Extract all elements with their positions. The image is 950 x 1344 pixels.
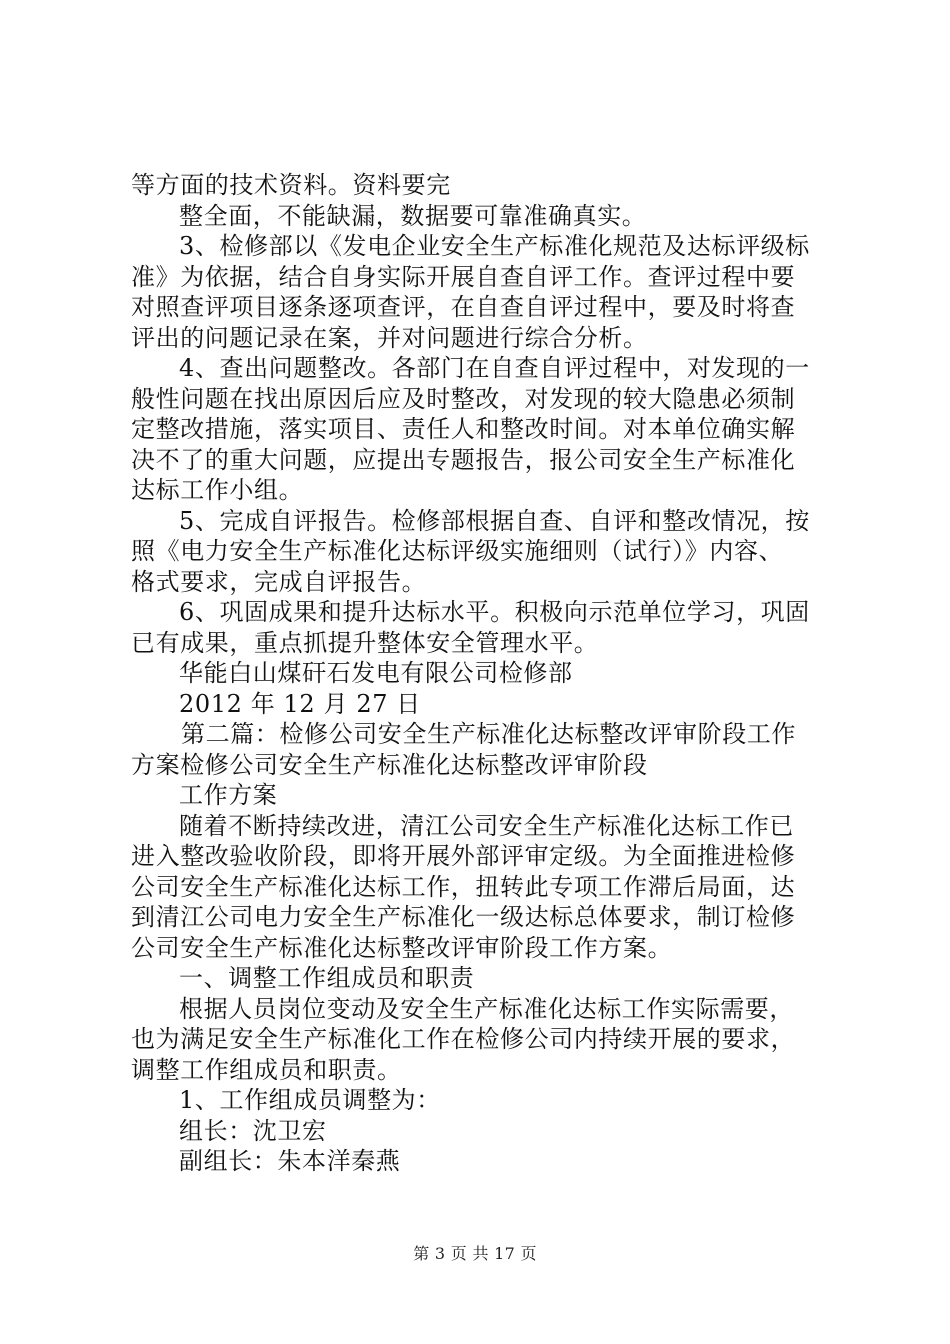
text-line: 副组长：朱本洋秦燕 <box>179 1147 401 1175</box>
text-line: 5、完成自评报告。检修部根据自查、自评和整改情况，按 <box>179 506 810 535</box>
text-line: 一、调整工作组成员和职责 <box>179 964 475 992</box>
text-line: 4、查出问题整改。各部门在自查自评过程中，对发现的一 <box>179 354 810 382</box>
text-line: 6、巩固成果和提升达标水平。积极向示范单位学习，巩固 <box>179 598 810 626</box>
text-line: 也为满足安全生产标准化工作在检修公司内持续开展的要求， <box>131 1025 796 1053</box>
section-heading: 方案检修公司安全生产标准化达标整改评审阶段 <box>131 750 648 779</box>
document-body <box>131 170 831 1177</box>
text-line: 1、工作组成员调整为： <box>179 1086 441 1114</box>
text-line: 公司安全生产标准化达标整改评审阶段工作方案。 <box>131 933 673 962</box>
text-line: 照《电力安全生产标准化达标评级实施细则（试行）》内容、 <box>131 537 784 565</box>
text-line: 评出的问题记录在案，并对问题进行综合分析。 <box>131 323 648 352</box>
text-line: 整全面，不能缺漏，数据要可靠准确真实。 <box>179 201 647 230</box>
page-number-footer: 第 3 页 共 17 页 <box>413 1244 537 1263</box>
text-line: 进入整改验收阶段，即将开展外部评审定级。为全面推进检修 <box>131 842 796 870</box>
text-line: 决不了的重大问题，应提出专题报告，报公司安全生产标准化 <box>131 445 796 474</box>
text-line: 调整工作组成员和职责。 <box>131 1055 402 1084</box>
signature-date: 2012 年 12 月 27 日 <box>179 689 421 718</box>
section-heading: 第二篇：检修公司安全生产标准化达标整改评审阶段工作 <box>181 720 796 748</box>
text-line: 3、检修部以《发电企业安全生产标准化规范及达标评级标 <box>179 232 810 260</box>
text-line: 到清江公司电力安全生产标准化一级达标总体要求，制订检修 <box>131 903 796 931</box>
text-line: 已有成果，重点抓提升整体安全管理水平。 <box>131 628 599 657</box>
signature-org: 华能白山煤矸石发电有限公司检修部 <box>179 659 573 687</box>
text-line: 准》为依据，结合自身实际开展自查自评工作。查评过程中要 <box>131 262 796 291</box>
text-line: 对照查评项目逐条逐项查评，在自查自评过程中，要及时将查 <box>131 293 796 321</box>
text-line: 般性问题在找出原因后应及时整改，对发现的较大隐患必须制 <box>131 384 796 413</box>
text-line: 等方面的技术资料。资料要完 <box>131 171 451 199</box>
text-line: 根据人员岗位变动及安全生产标准化达标工作实际需要， <box>179 994 794 1023</box>
text-line: 公司安全生产标准化达标工作，扭转此专项工作滞后局面，达 <box>131 872 796 901</box>
text-line: 组长：沈卫宏 <box>179 1116 327 1145</box>
text-line: 随着不断持续改进，清江公司安全生产标准化达标工作已 <box>179 811 794 840</box>
section-subtitle: 工作方案 <box>179 781 278 809</box>
text-line: 定整改措施，落实项目、责任人和整改时间。对本单位确实解 <box>131 415 796 443</box>
text-line: 格式要求，完成自评报告。 <box>131 567 427 596</box>
text-line: 达标工作小组。 <box>131 476 304 504</box>
